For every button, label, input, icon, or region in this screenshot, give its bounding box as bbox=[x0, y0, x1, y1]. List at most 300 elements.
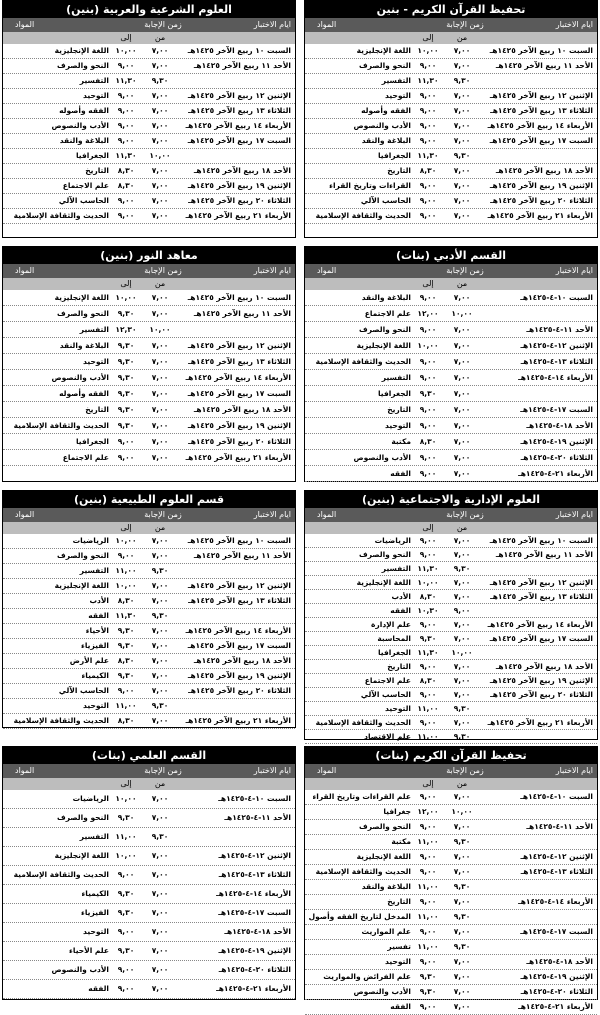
exam-day: الإثنين ١٢ ربيع الآخر ١٤٢٥هـ bbox=[489, 578, 593, 587]
table-row bbox=[3, 44, 295, 59]
time-from: ٧,٠٠ bbox=[151, 357, 169, 366]
time-to: ٩,٠٠ bbox=[117, 91, 135, 100]
exam-day: الأحد ١١-٤-١٤٢٥هـ bbox=[526, 822, 593, 831]
exam-day: الأربعاء ١٤ ربيع الآخر ١٤٢٥هـ bbox=[487, 620, 593, 629]
time-from: ٧,٠٠ bbox=[453, 121, 471, 130]
time-to: ١٠,٠٠ bbox=[115, 46, 137, 55]
time-to: ٩,٣٠ bbox=[419, 389, 437, 398]
subject: اللغة الإنجليزية bbox=[356, 852, 411, 861]
time-from: ٧,٠٠ bbox=[453, 61, 471, 70]
time-to: ٨,٣٠ bbox=[117, 656, 135, 665]
time-from: ٧,٠٠ bbox=[453, 957, 471, 966]
exam-day: السبت ١٧ ربيع الآخر ١٤٢٥هـ bbox=[489, 136, 593, 145]
subject: البلاغة والنقد bbox=[59, 136, 109, 145]
table-row bbox=[305, 660, 597, 674]
time-to: ١٠,٣٠ bbox=[417, 606, 439, 615]
time-from: ٧,٠٠ bbox=[151, 626, 169, 635]
header-subject: المواد bbox=[317, 266, 337, 275]
exam-day: الأحد ١٨-٤-١٤٢٥هـ bbox=[224, 927, 291, 936]
time-from: ٧,٠٠ bbox=[151, 908, 169, 917]
time-from: ١٠,٠٠ bbox=[451, 309, 473, 318]
exam-day: الإثنين ١٩-٤-١٤٢٥هـ bbox=[218, 946, 291, 955]
exam-day: الأربعاء ١٤ ربيع الآخر ١٤٢٥هـ bbox=[185, 121, 291, 130]
subject: الرياضيات bbox=[374, 536, 411, 545]
table-row bbox=[305, 74, 597, 89]
time-to: ٩,٣٠ bbox=[117, 813, 135, 822]
time-from: ٩,٣٠ bbox=[453, 704, 471, 713]
subject: اللغة الإنجليزية bbox=[356, 46, 411, 55]
header-from: من bbox=[154, 33, 166, 42]
time-from: ٧,٠٠ bbox=[453, 196, 471, 205]
table-row bbox=[305, 716, 597, 730]
header-to: إلى bbox=[422, 279, 434, 288]
table-row bbox=[3, 579, 295, 594]
table-row bbox=[305, 970, 597, 985]
subject: الفقه وأصوله bbox=[59, 389, 109, 398]
time-to: ٩,٣٠ bbox=[117, 405, 135, 414]
subheader-row bbox=[305, 778, 597, 790]
header-time: زمن الإجابة bbox=[446, 766, 484, 775]
header-day: ايام الاختبار bbox=[555, 266, 593, 275]
time-to: ٩,٠٠ bbox=[419, 421, 437, 430]
time-from: ٧,٠٠ bbox=[151, 421, 169, 430]
schedule-rows bbox=[3, 44, 295, 224]
time-to: ١١,٣٠ bbox=[115, 611, 137, 620]
time-to: ١١,٣٠ bbox=[417, 564, 439, 573]
subject: الأدب bbox=[391, 592, 411, 601]
subject: الكيمياء bbox=[81, 671, 109, 680]
exam-day: الإثنين ١٩-٤-١٤٢٥هـ bbox=[520, 437, 593, 446]
time-to: ٩,٠٠ bbox=[419, 91, 437, 100]
header-subject: المواد bbox=[317, 20, 337, 29]
time-from: ٩,٣٠ bbox=[151, 611, 169, 620]
time-to: ٩,٠٠ bbox=[419, 822, 437, 831]
time-from: ٧,٠٠ bbox=[151, 121, 169, 130]
subject: علم الإدارة bbox=[371, 620, 411, 629]
time-from: ٧,٠٠ bbox=[453, 325, 471, 334]
time-to: ٩,٠٠ bbox=[419, 405, 437, 414]
header-subject: المواد bbox=[15, 266, 35, 275]
exam-day: الأحد ١١ ربيع الآخر ١٤٢٥هـ bbox=[193, 309, 291, 318]
table-row bbox=[305, 985, 597, 1000]
time-from: ٧,٠٠ bbox=[151, 293, 169, 302]
exam-day: الثلاثاء ٢٠-٤-١٤٢٥هـ bbox=[218, 965, 291, 974]
time-to: ٩,٠٠ bbox=[419, 690, 437, 699]
time-from: ٧,٠٠ bbox=[453, 676, 471, 685]
panel-title: تحفيظ القرآن الكريم - بنين bbox=[305, 1, 597, 18]
time-from: ٩,٠٠ bbox=[453, 606, 471, 615]
time-from: ٧,٠٠ bbox=[151, 656, 169, 665]
time-to: ٩,٣٠ bbox=[419, 634, 437, 643]
header-subject: المواد bbox=[15, 510, 35, 519]
table-row bbox=[305, 290, 597, 306]
subject: الأحياء bbox=[85, 626, 109, 635]
exam-day: السبت ١٠ ربيع الآخر ١٤٢٥هـ bbox=[489, 536, 593, 545]
time-to: ٩,٣٠ bbox=[117, 889, 135, 898]
time-to: ١٠,٠٠ bbox=[115, 794, 137, 803]
time-from: ٧,٠٠ bbox=[151, 91, 169, 100]
subject: البلاغة والنقد bbox=[361, 293, 411, 302]
subject: الأدب والنصوص bbox=[51, 373, 109, 382]
subject: اللغة الإنجليزية bbox=[356, 578, 411, 587]
time-to: ٩,٠٠ bbox=[419, 792, 437, 801]
subject: الحديث والثقافة الإسلامية bbox=[13, 716, 109, 725]
time-to: ١٠,٠٠ bbox=[115, 851, 137, 860]
subject: الحديث والثقافة الإسلامية bbox=[315, 867, 411, 876]
table-row bbox=[305, 548, 597, 562]
exam-day: السبت ١٠ ربيع الآخر ١٤٢٥هـ bbox=[187, 536, 291, 545]
time-from: ٧,٠٠ bbox=[151, 946, 169, 955]
schedule-rows bbox=[305, 534, 597, 744]
subject: التاريخ bbox=[387, 166, 411, 175]
subheader-row bbox=[3, 778, 295, 790]
subject: الجغرافيا bbox=[377, 648, 411, 657]
schedule-panel bbox=[304, 746, 598, 1011]
header-time: زمن الإجابة bbox=[446, 510, 484, 519]
time-from: ٧,٠٠ bbox=[151, 581, 169, 590]
exam-day: السبت ١٠ ربيع الآخر ١٤٢٥هـ bbox=[187, 293, 291, 302]
time-from: ٩,٣٠ bbox=[453, 76, 471, 85]
header-day: ايام الاختبار bbox=[253, 20, 291, 29]
exam-day: الثلاثاء ١٣ ربيع الآخر ١٤٢٥هـ bbox=[490, 106, 593, 115]
header-time: زمن الإجابة bbox=[446, 266, 484, 275]
exam-day: الأربعاء ١٤ ربيع الآخر ١٤٢٥هـ bbox=[185, 373, 291, 382]
subject: التفسير bbox=[381, 564, 411, 573]
table-row bbox=[3, 59, 295, 74]
table-row bbox=[305, 805, 597, 820]
time-to: ٩,٠٠ bbox=[117, 121, 135, 130]
panel-title: القسم العلمي (بنات) bbox=[3, 747, 295, 764]
subject: التوحيد bbox=[385, 704, 411, 713]
subject: الرياضيات bbox=[72, 794, 109, 803]
time-to: ١١,٠٠ bbox=[115, 832, 137, 841]
time-to: ١٢,٠٠ bbox=[417, 807, 439, 816]
table-row bbox=[305, 940, 597, 955]
header-from: من bbox=[456, 279, 468, 288]
time-from: ٧,٠٠ bbox=[151, 813, 169, 822]
time-to: ٩,٠٠ bbox=[117, 965, 135, 974]
table-row bbox=[305, 562, 597, 576]
time-from: ٧,٠٠ bbox=[151, 106, 169, 115]
time-to: ٨,٣٠ bbox=[419, 437, 437, 446]
table-row bbox=[305, 306, 597, 322]
table-row bbox=[305, 104, 597, 119]
header-to: إلى bbox=[120, 523, 132, 532]
table-row bbox=[305, 354, 597, 370]
time-to: ١١,٠٠ bbox=[115, 566, 137, 575]
schedule-rows bbox=[305, 290, 597, 482]
subject: التاريخ bbox=[387, 897, 411, 906]
header-row bbox=[305, 264, 597, 278]
time-to: ٩,٠٠ bbox=[419, 867, 437, 876]
exam-day: الأربعاء ٢١ ربيع الآخر ١٤٢٥هـ bbox=[185, 211, 291, 220]
subject: علم الأحياء bbox=[69, 946, 109, 955]
subject: التوحيد bbox=[83, 927, 109, 936]
table-row bbox=[3, 164, 295, 179]
time-from: ٧,٠٠ bbox=[151, 927, 169, 936]
time-to: ٩,٣٠ bbox=[117, 626, 135, 635]
exam-day: الأحد ١٨ ربيع الآخر ١٤٢٥هـ bbox=[495, 166, 593, 175]
table-row bbox=[3, 450, 295, 466]
exam-day: الأربعاء ١٤ ربيع الآخر ١٤٢٥هـ bbox=[487, 121, 593, 130]
subject: التفسير bbox=[79, 76, 109, 85]
table-row bbox=[3, 828, 295, 847]
time-to: ١٠,٠٠ bbox=[417, 341, 439, 350]
time-to: ٩,٣٠ bbox=[117, 341, 135, 350]
table-row bbox=[3, 904, 295, 923]
time-to: ٨,٣٠ bbox=[117, 166, 135, 175]
header-time: زمن الإجابة bbox=[144, 766, 182, 775]
header-to: إلى bbox=[120, 779, 132, 788]
table-row bbox=[305, 646, 597, 660]
table-row bbox=[3, 322, 295, 338]
subject: الأدب والنصوص bbox=[353, 121, 411, 130]
subject: النحو والصرف bbox=[359, 822, 411, 831]
header-row bbox=[305, 18, 597, 32]
subject: التاريخ bbox=[85, 166, 109, 175]
exam-day: الثلاثاء ١٣ ربيع الآخر ١٤٢٥هـ bbox=[188, 357, 291, 366]
time-from: ٧,٠٠ bbox=[151, 851, 169, 860]
subject: النحو والصرف bbox=[57, 551, 109, 560]
subject: الأدب والنصوص bbox=[353, 987, 411, 996]
table-row bbox=[3, 639, 295, 654]
table-row bbox=[3, 961, 295, 980]
time-to: ٩,٠٠ bbox=[419, 106, 437, 115]
table-row bbox=[305, 164, 597, 179]
time-from: ١٠,٠٠ bbox=[451, 807, 473, 816]
time-to: ٩,٠٠ bbox=[117, 686, 135, 695]
subject: التفسير bbox=[381, 373, 411, 382]
exam-day: الأربعاء ٢١ ربيع الآخر ١٤٢٥هـ bbox=[185, 453, 291, 462]
time-to: ٩,٠٠ bbox=[419, 373, 437, 382]
exam-day: الإثنين ١٢ ربيع الآخر ١٤٢٥هـ bbox=[489, 91, 593, 100]
time-to: ٩,٣٠ bbox=[117, 309, 135, 318]
time-to: ٩,٠٠ bbox=[117, 196, 135, 205]
time-to: ١٠,٠٠ bbox=[417, 578, 439, 587]
table-row bbox=[3, 669, 295, 684]
subject: التوحيد bbox=[385, 91, 411, 100]
time-to: ٩,٣٠ bbox=[117, 389, 135, 398]
table-row bbox=[305, 790, 597, 805]
time-to: ١٢,٠٠ bbox=[417, 309, 439, 318]
subject: التاريخ bbox=[85, 405, 109, 414]
subject: الحاسب الآلي bbox=[360, 196, 411, 205]
time-from: ٧,٠٠ bbox=[453, 578, 471, 587]
exam-day: السبت ١٧ ربيع الآخر ١٤٢٥هـ bbox=[187, 389, 291, 398]
subject: النحو والصرف bbox=[57, 813, 109, 822]
exam-day: الثلاثاء ١٣ ربيع الآخر ١٤٢٥هـ bbox=[188, 596, 291, 605]
subheader-row bbox=[3, 522, 295, 534]
subject: الحاسب الآلي bbox=[360, 690, 411, 699]
table-row bbox=[305, 149, 597, 164]
time-to: ١١,٣٠ bbox=[417, 151, 439, 160]
time-from: ٧,٠٠ bbox=[453, 293, 471, 302]
subject: الحديث والثقافة الإسلامية bbox=[315, 718, 411, 727]
table-row bbox=[305, 89, 597, 104]
table-row bbox=[305, 194, 597, 209]
exam-day: الثلاثاء ٢٠-٤-١٤٢٥هـ bbox=[520, 453, 593, 462]
time-to: ٩,٠٠ bbox=[419, 453, 437, 462]
table-row bbox=[305, 119, 597, 134]
time-to: ٩,٠٠ bbox=[117, 927, 135, 936]
table-row bbox=[305, 835, 597, 850]
schedule-rows bbox=[3, 790, 295, 999]
subject: الحديث والثقافة الإسلامية bbox=[13, 870, 109, 879]
subject: التوحيد bbox=[83, 701, 109, 710]
exam-day: السبت ١٧-٤-١٤٢٥هـ bbox=[218, 908, 291, 917]
schedule-panel bbox=[2, 0, 296, 238]
subject: القراءات وتاريخ القراء bbox=[329, 181, 411, 190]
subject: الأدب والنصوص bbox=[51, 121, 109, 130]
table-row bbox=[3, 790, 295, 809]
exam-day: الأحد ١٨ ربيع الآخر ١٤٢٥هـ bbox=[193, 656, 291, 665]
exam-day: الثلاثاء ٢٠ ربيع الآخر ١٤٢٥هـ bbox=[188, 686, 291, 695]
time-to: ٨,٣٠ bbox=[419, 592, 437, 601]
exam-day: الأحد ١٨-٤-١٤٢٥هـ bbox=[526, 957, 593, 966]
time-to: ٩,٠٠ bbox=[419, 1002, 437, 1011]
subject: البلاغة والنقد bbox=[361, 136, 411, 145]
exam-day: الأحد ١١ ربيع الآخر ١٤٢٥هـ bbox=[495, 550, 593, 559]
header-to: إلى bbox=[120, 33, 132, 42]
subject: الحديث والثقافة الإسلامية bbox=[13, 421, 109, 430]
header-to: إلى bbox=[422, 779, 434, 788]
time-from: ٧,٠٠ bbox=[151, 389, 169, 398]
subject: علم القراءات وتاريخ القراء bbox=[312, 792, 411, 801]
table-row bbox=[305, 434, 597, 450]
time-from: ٧,٠٠ bbox=[453, 389, 471, 398]
time-to: ٩,٠٠ bbox=[419, 897, 437, 906]
time-from: ٧,٠٠ bbox=[151, 181, 169, 190]
table-row bbox=[305, 576, 597, 590]
time-from: ٩,٣٠ bbox=[151, 566, 169, 575]
time-from: ١٠,٠٠ bbox=[149, 151, 171, 160]
time-to: ٨,٣٠ bbox=[117, 181, 135, 190]
subject: مكتبة bbox=[391, 837, 411, 846]
time-from: ٧,٠٠ bbox=[151, 309, 169, 318]
subject: التوحيد bbox=[83, 357, 109, 366]
header-subject: المواد bbox=[317, 766, 337, 775]
subject: التوحيد bbox=[385, 421, 411, 430]
panel-title: العلوم الإدارية والاجتماعية (بنين) bbox=[305, 491, 597, 508]
time-to: ١١,٣٠ bbox=[115, 151, 137, 160]
exam-day: الإثنين ١٢ ربيع الآخر ١٤٢٥هـ bbox=[187, 91, 291, 100]
time-from: ٧,٠٠ bbox=[151, 794, 169, 803]
time-from: ٧,٠٠ bbox=[151, 211, 169, 220]
exam-day: الثلاثاء ٢٠ ربيع الآخر ١٤٢٥هـ bbox=[188, 196, 291, 205]
time-from: ٧,٠٠ bbox=[453, 181, 471, 190]
header-from: من bbox=[154, 279, 166, 288]
subject: علم الاجتماع bbox=[364, 676, 411, 685]
subject: الكيمياء bbox=[81, 889, 109, 898]
exam-day: الإثنين ١٢ ربيع الآخر ١٤٢٥هـ bbox=[187, 581, 291, 590]
time-from: ٧,٠٠ bbox=[453, 91, 471, 100]
exam-day: الثلاثاء ١٣ ربيع الآخر ١٤٢٥هـ bbox=[188, 106, 291, 115]
table-row bbox=[3, 370, 295, 386]
exam-day: الإثنين ١٢-٤-١٤٢٥هـ bbox=[520, 852, 593, 861]
exam-day: الأحد ١١-٤-١٤٢٥هـ bbox=[224, 813, 291, 822]
time-from: ٧,٠٠ bbox=[151, 686, 169, 695]
table-row bbox=[305, 820, 597, 835]
table-row bbox=[3, 654, 295, 669]
header-subject: المواد bbox=[15, 20, 35, 29]
subject: المدخل لتاريخ الفقه وأصول bbox=[308, 912, 411, 921]
time-from: ١٠,٠٠ bbox=[451, 648, 473, 657]
exam-day: الثلاثاء ١٣-٤-١٤٢٥هـ bbox=[218, 870, 291, 879]
time-from: ٧,٠٠ bbox=[151, 716, 169, 725]
time-to: ٨,٣٠ bbox=[117, 596, 135, 605]
header-day: ايام الاختبار bbox=[555, 766, 593, 775]
table-row bbox=[3, 194, 295, 209]
time-to: ٩,٠٠ bbox=[419, 211, 437, 220]
table-row bbox=[305, 688, 597, 702]
subheader-row bbox=[305, 278, 597, 290]
exam-day: الأحد ١١ ربيع الآخر ١٤٢٥هـ bbox=[193, 61, 291, 70]
subject: الحديث والثقافة الإسلامية bbox=[13, 211, 109, 220]
table-row bbox=[305, 618, 597, 632]
table-row bbox=[3, 594, 295, 609]
time-to: ١١,٠٠ bbox=[115, 701, 137, 710]
subject: الفقه bbox=[390, 469, 411, 478]
table-row bbox=[305, 850, 597, 865]
time-from: ٩,٣٠ bbox=[453, 732, 471, 741]
subject: التفسير bbox=[381, 76, 411, 85]
time-to: ٩,٠٠ bbox=[419, 550, 437, 559]
header-from: من bbox=[154, 779, 166, 788]
exam-day: السبت ١٧ ربيع الآخر ١٤٢٥هـ bbox=[187, 136, 291, 145]
subject: الرياضيات bbox=[72, 536, 109, 545]
time-to: ٩,٠٠ bbox=[117, 551, 135, 560]
table-row bbox=[305, 880, 597, 895]
table-row bbox=[3, 149, 295, 164]
table-row bbox=[305, 466, 597, 482]
exam-day: الأحد ١٨ ربيع الآخر ١٤٢٥هـ bbox=[193, 405, 291, 414]
table-row bbox=[3, 684, 295, 699]
subject: علم الاقتصاد bbox=[364, 732, 411, 741]
subject: علم الاجتماع bbox=[62, 181, 109, 190]
subject: علم الاجتماع bbox=[364, 309, 411, 318]
time-to: ٩,٣٠ bbox=[117, 908, 135, 917]
table-row bbox=[305, 1000, 597, 1015]
time-from: ٩,٣٠ bbox=[453, 882, 471, 891]
table-row bbox=[305, 632, 597, 646]
time-to: ٩,٣٠ bbox=[117, 946, 135, 955]
subheader-row bbox=[305, 32, 597, 44]
subject: التوحيد bbox=[385, 957, 411, 966]
subject: علم الاجتماع bbox=[62, 453, 109, 462]
subject: الفيزياء bbox=[81, 641, 109, 650]
exam-day: الثلاثاء ٢٠-٤-١٤٢٥هـ bbox=[520, 987, 593, 996]
table-row bbox=[305, 925, 597, 940]
time-from: ٧,٠٠ bbox=[453, 690, 471, 699]
subject: الفقه bbox=[390, 606, 411, 615]
exam-day: الإثنين ١٩ ربيع الآخر ١٤٢٥هـ bbox=[489, 676, 593, 685]
table-row bbox=[3, 609, 295, 624]
table-row bbox=[305, 179, 597, 194]
time-from: ٧,٠٠ bbox=[151, 965, 169, 974]
subject: اللغة الإنجليزية bbox=[54, 581, 109, 590]
header-row bbox=[3, 764, 295, 778]
exam-day: السبت ١٧ ربيع الآخر ١٤٢٥هـ bbox=[187, 641, 291, 650]
table-row bbox=[305, 59, 597, 74]
exam-day: الأحد ١٨ ربيع الآخر ١٤٢٥هـ bbox=[193, 166, 291, 175]
table-row bbox=[3, 290, 295, 306]
subject: النحو والصرف bbox=[57, 61, 109, 70]
header-from: من bbox=[456, 779, 468, 788]
schedule-rows bbox=[3, 534, 295, 729]
time-to: ٩,٠٠ bbox=[117, 61, 135, 70]
subject: التاريخ bbox=[387, 405, 411, 414]
time-to: ٩,٠٠ bbox=[419, 357, 437, 366]
